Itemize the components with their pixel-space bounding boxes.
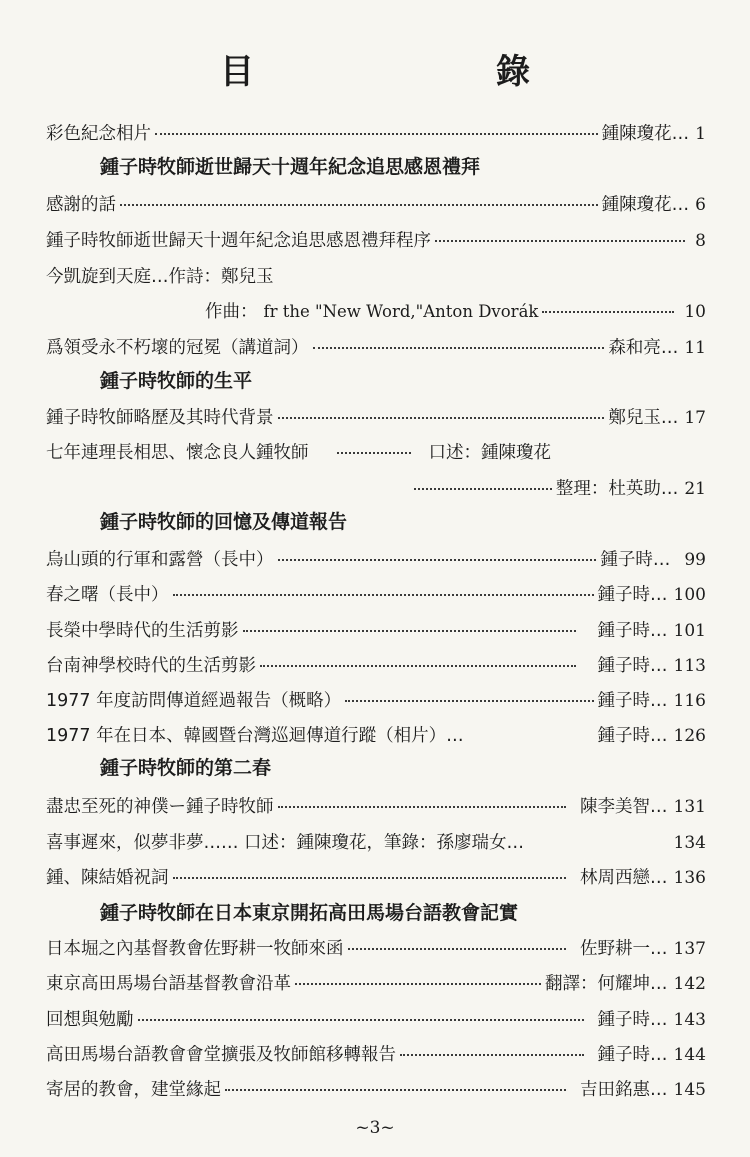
leader-dots [225,1088,566,1091]
entry-author: 鍾子時… [597,585,668,605]
entry-title: 台南神學校時代的生活剪影 [46,656,256,676]
entry-title: 盡忠至死的神僕ー鍾子時牧師 [46,797,274,817]
toc-entry [205,297,706,327]
entry-author: 鍾陳瓊花… [601,195,690,215]
entry-title: 回想與勉勵 [46,1010,134,1030]
toc-entry [46,1040,706,1070]
entry-author: 口述：鍾陳瓊花 [428,443,551,463]
toc-entry [46,119,706,149]
toc-entry [46,651,706,681]
toc-entry [46,721,706,751]
section-heading: 鍾子時牧師在日本東京開拓高田馬場台語教會記實 [100,902,519,924]
leader-dots [260,664,576,667]
toc-entry [46,580,706,610]
entry-author: 整理：杜英助… [555,479,679,499]
toc-entry [46,934,706,964]
entry-title: 東京高田馬場台語基督教會沿革 [46,974,291,994]
section-heading: 鍾子時牧師的生平 [100,370,253,392]
leader-dots [542,310,674,313]
toc-entry [46,792,706,822]
entry-author: 鍾子時… [600,550,671,570]
entry-page: 144 [673,1045,706,1065]
entry-title: 鍾子時牧師逝世歸天十週年紀念追思感恩禮拜程序 [46,231,431,251]
entry-title: 日本堀之內基督教會佐野耕一牧師來函 [46,939,344,959]
leader-dots [243,629,576,632]
section-heading: 鍾子時牧師逝世歸天十週年紀念追思感恩禮拜 [100,156,481,178]
toc-entry [46,226,706,256]
entry-title: 彩色紀念相片 [46,124,151,144]
leader-dots [337,451,411,454]
toc-entry [46,545,706,575]
entry-title: 喜事遲來，似夢非夢…… 口述：鍾陳瓊花，筆錄：孫廖瑞女… [46,833,525,853]
entry-page: 142 [673,974,706,994]
entry-title: 長榮中學時代的生活剪影 [46,621,239,641]
section-heading: 鍾子時牧師的回憶及傳道報告 [100,511,348,533]
entry-page: 113 [673,656,706,676]
leader-dots [173,593,594,596]
leader-dots [313,346,605,349]
entry-title: 1977 年度訪問傳道經過報告（概略） [46,691,342,711]
entry-title: 鍾、陳結婚祝詞 [46,868,169,888]
entry-author: 鍾陳瓊花… [601,124,690,144]
entry-page: 1 [695,124,706,144]
toc-entry [46,616,706,646]
entry-author: 翻譯：何耀坤… [545,974,668,994]
entry-page: 137 [673,939,706,959]
toc-entry [46,403,706,433]
entry-author: 鍾子時… [597,656,668,676]
leader-dots [173,876,567,879]
leader-dots [120,203,598,206]
leader-dots [278,805,567,808]
entry-title: 感謝的話 [46,195,116,215]
leader-dots [295,982,541,985]
entry-title: 鍾子時牧師略歷及其時代背景 [46,408,274,428]
entry-title: 寄居的教會，建堂緣起 [46,1080,221,1100]
entry-page: 134 [673,833,706,853]
leader-dots [278,558,597,561]
entry-author: 林周西戀… [580,868,668,888]
entry-page: 145 [673,1080,706,1100]
leader-dots [278,416,605,419]
entry-page: 10 [684,302,706,322]
entry-title: 七年連理長相思、懷念良人鍾牧師 [46,443,309,463]
leader-dots [435,239,685,242]
page-title: 目 錄 [220,52,634,92]
entry-page: 17 [684,408,706,428]
entry-page: 131 [673,797,706,817]
entry-title: 1977 年在日本、韓國暨台灣巡迴傳道行蹤（相片）… [46,726,464,746]
entry-author: 鍾子時… [597,1010,668,1030]
entry-page: 116 [673,691,706,711]
entry-author: 吉田銘惠… [580,1080,668,1100]
leader-dots [138,1018,584,1021]
section-heading: 鍾子時牧師的第二春 [100,757,272,779]
entry-page: 101 [673,621,706,641]
entry-author: 佐野耕一… [580,939,668,959]
toc-entry [46,1075,706,1105]
entry-page: 11 [684,338,706,358]
leader-dots [345,699,593,702]
entry-title: 春之曙（長中） [46,585,169,605]
entry-page: 8 [695,231,706,251]
entry-author: 陳李美智… [580,797,668,817]
entry-page: 100 [673,585,706,605]
entry-page: 143 [673,1010,706,1030]
entry-title: fr the "New Word,"Anton Dvorák [263,302,539,321]
leader-dots [348,947,567,950]
page-number: ~3~ [355,1118,395,1138]
entry-author: 鍾子時… [597,621,668,641]
entry-page: 126 [673,726,706,746]
entry-prefix: 作曲： [205,302,258,322]
toc-entry [46,438,661,468]
toc-entry [46,686,706,716]
entry-page: 21 [684,479,706,499]
toc-entry [46,333,706,363]
toc-entry [46,863,706,893]
toc-entry [46,1005,706,1035]
entry-title: 爲領受永不朽壞的冠冕（講道詞） [46,338,309,358]
entry-page: 99 [684,550,706,570]
entry-title: 烏山頭的行軍和露營（長中） [46,550,274,570]
entry-page: 136 [673,868,706,888]
leader-dots [155,132,598,135]
toc-entry [46,969,706,999]
toc-entry-title-line: 今凱旋到天庭…作詩：鄭兒玉 [46,267,274,287]
leader-dots [400,1053,584,1056]
toc-entry [410,474,706,504]
entry-author: 鄭兒玉… [608,408,679,428]
entry-author: 鍾子時… [597,1045,668,1065]
toc-entry [46,190,706,220]
toc-entry [46,828,706,858]
entry-page: 6 [695,195,706,215]
entry-author: 鍾子時… [597,726,668,746]
entry-author: 鍾子時… [597,691,668,711]
entry-title: 高田馬場台語教會會堂擴張及牧師館移轉報告 [46,1045,396,1065]
entry-author: 森和亮… [608,338,679,358]
leader-dots [414,487,552,490]
